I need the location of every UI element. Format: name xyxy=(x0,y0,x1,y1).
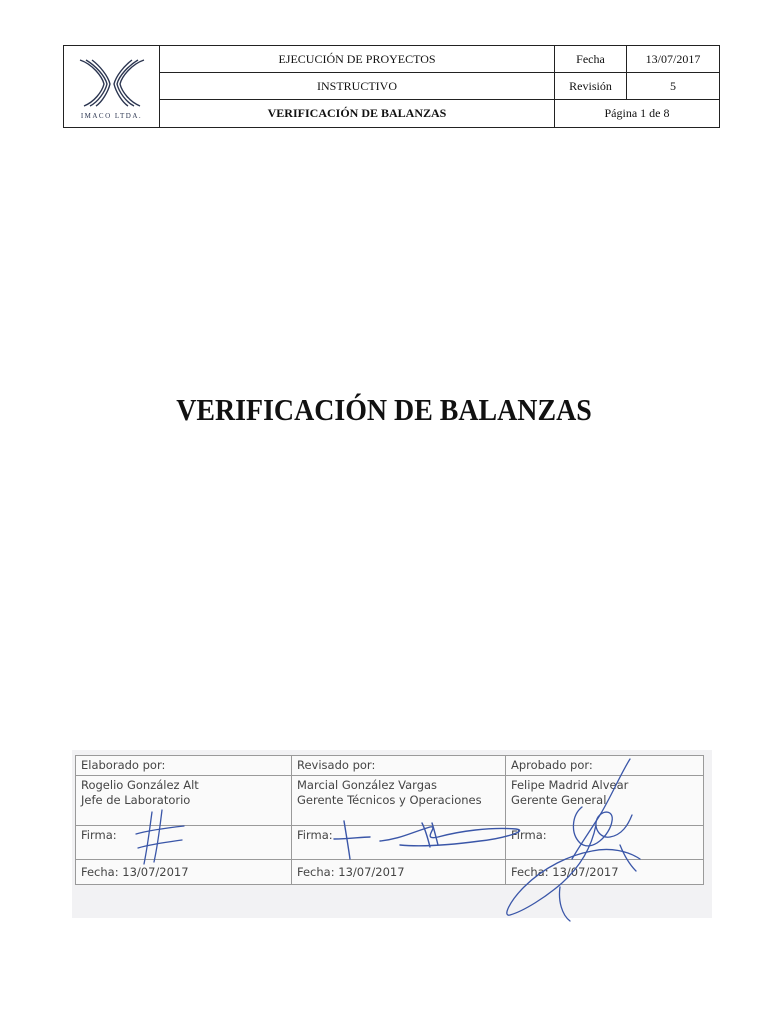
approved-person xyxy=(506,776,703,826)
reviewed-date: Fecha: 13/07/2017 xyxy=(292,860,506,884)
elaborated-date: Fecha: 13/07/2017 xyxy=(76,860,292,884)
reviewed-name: Marcial González Vargas xyxy=(297,778,438,792)
document-header-table xyxy=(63,45,720,128)
approved-label: Aprobado por: xyxy=(506,756,703,776)
document-title: VERIFICACIÓN DE BALANZAS xyxy=(176,392,592,427)
header-doc-name: VERIFICACIÓN DE BALANZAS xyxy=(160,100,555,127)
elaborated-role: Jefe de Laboratorio xyxy=(81,793,191,807)
company-logo xyxy=(64,46,160,127)
logo-text: IMACO LTDA. xyxy=(80,111,143,120)
elaborated-label: Elaborado por: xyxy=(76,756,292,776)
elaborated-name: Rogelio González Alt xyxy=(81,778,199,792)
header-doc-type: INSTRUCTIVO xyxy=(160,73,555,100)
approved-name: Felipe Madrid Alvear xyxy=(511,778,629,792)
header-page-number: Página 1 de 8 xyxy=(604,106,670,120)
elaborated-person xyxy=(76,776,292,826)
header-revision-label: Revisión xyxy=(555,73,627,100)
reviewed-role: Gerente Técnicos y Operaciones xyxy=(297,793,482,807)
header-area: EJECUCIÓN DE PROYECTOS xyxy=(160,46,555,73)
approved-signature-label: Firma: xyxy=(506,826,703,860)
reviewed-person xyxy=(292,776,506,826)
approvals-table xyxy=(75,755,704,885)
header-date-value: 13/07/2017 xyxy=(627,46,719,73)
reviewed-label: Revisado por: xyxy=(292,756,506,776)
approved-date: Fecha: 13/07/2017 xyxy=(506,860,703,884)
reviewed-signature-label: Firma: xyxy=(292,826,506,860)
header-revision-value: 5 xyxy=(627,73,719,100)
imaco-logo-mark xyxy=(72,54,152,110)
elaborated-signature-label: Firma: xyxy=(76,826,292,860)
header-date-label: Fecha xyxy=(555,46,627,73)
approved-role: Gerente General xyxy=(511,793,607,807)
